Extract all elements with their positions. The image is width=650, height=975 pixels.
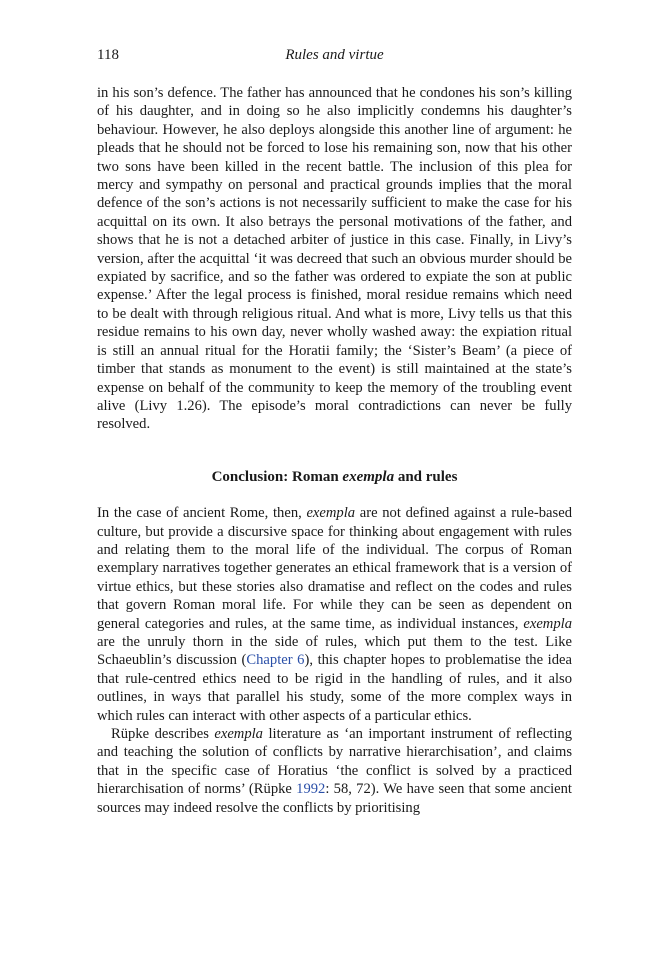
body-text — [97, 84, 572, 817]
section-heading — [97, 468, 572, 486]
heading-text-italic: exempla — [342, 468, 395, 485]
heading-text-post: and rules — [394, 468, 458, 485]
running-title: Rules and virtue — [285, 47, 384, 63]
italic-term: exempla — [214, 726, 263, 742]
paragraph-3 — [97, 725, 572, 817]
text-run: are not defined against a rule-based culture, but provide a discursive space for thinking about engagement with rules and relating them to the moral life of the individual. The corpus of Roman exemplary narratives together generates an ethical framework that is a version of virtue ethics, but these stories also dramatise and reflect on the codes and rules that govern Roman moral life. For while they can be seen as dependent on general categories and rules, at the same time, as individual instances, — [97, 505, 572, 632]
heading-text-pre: Conclusion: Roman — [211, 468, 343, 485]
text-run: ), this chapter hopes to problematise the idea that rule-centred ethics need to be rigid in the handling of rules, and it also outlines, in ways that parallel his study, some of the more complex ways in which rules can interact with other aspects of a particular ethics. — [97, 652, 572, 724]
text-run: literature as ‘an important instrument of reflecting and teaching the solution of conflicts by narrative hierarchisation’, and claims that in the specific case of Horatius ‘the conflict is solved by a practiced hierarchisation of norms’ (Rüpke — [97, 726, 572, 798]
text-run: : 58, 72). We have seen that some ancient sources may indeed resolve the conflicts by prioritising — [97, 781, 572, 816]
text-run: Rüpke describes — [111, 726, 215, 742]
paragraph-1: in his son’s defence. The father has announced that he condones his son’s killing of his daughter, and in doing so he also implicitly condemns his daughter’s behaviour. However, he also deploys alongside this another line of argument: he pleads that he should not be forced to lose his remaining son, now that his other two sons have been killed in the recent battle. The inclusion of this plea for mercy and sympathy on personal and practical grounds implies that the moral defence of the son’s actions is not necessarily sufficient to make the case for his acquittal on its own. It also betrays the personal motivations of the father, and shows that he is not a detached arbiter of justice in this case. Finally, in Livy’s version, after the acquittal ‘it was decreed that such an obvious murder should be expiated by sacrifice, and so the father was ordered to expiate the son at public expense.’ After the legal process is finished, moral residue remains which need to be dealt with through religious ritual. And what is more, Livy tells us that this residue remains to his own day, never wholly washed away: the expiation ritual is still an annual ritual for the Horatii family; the ‘Sister’s Beam’ (a piece of timber that stands as monument to the event) is still maintained at the state’s expense on behalf of the community to keep the memory of the troubling event alive (Livy 1.26). The episode’s moral contradictions can never be fully resolved. — [97, 85, 572, 433]
running-header — [97, 47, 572, 69]
italic-term: exempla — [523, 615, 572, 632]
page-number: 118 — [97, 47, 119, 63]
paragraph-2 — [97, 504, 572, 725]
text-run: In the case of ancient Rome, then, — [97, 505, 307, 522]
chapter-6-link[interactable]: Chapter 6 — [246, 652, 305, 669]
italic-term: exempla — [306, 505, 356, 522]
text-run: are the unruly thorn in the side of rules, which put them to the test. Like Schaeublin’s discussion ( — [97, 633, 572, 669]
citation-1992-link[interactable]: 1992 — [296, 781, 326, 798]
